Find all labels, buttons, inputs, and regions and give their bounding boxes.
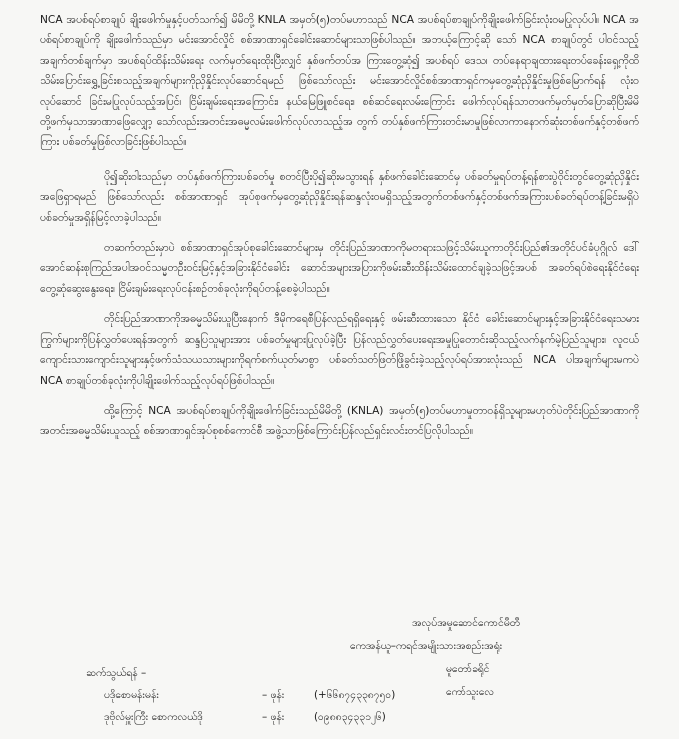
contact-name: ပဒိုစောမန်းမန်း [104, 689, 160, 701]
paragraph-5: ထို့ကြောင့် NCA အပစ်ရပ်စာချုပ်ကိုချိုးဖေါက်ခြင်းသည်မိမိတို့ (KNLA) အမှတ်(၅)တပ်မဟာမှုတာဝန်ရှိသူများမဟုတ်ပဲတိုင်းပြည်အာဏာကို အတင်းအဓမ္မသိမ်းယူသည့် စစ်အာဏာရှင်အုပ်စုစစ်ကောင်စီ အဖွဲ့သာဖြစ်ကြောင်းပြန်လည်ရှင်းလင်းတင်ပြလိုပါသည်။ [40, 404, 639, 438]
signature-location: ကော်သူးလေ [446, 686, 495, 698]
contact-row [86, 706, 486, 728]
paragraph-3: တဆက်တည်းမှာပဲ စစ်အာဏာရှင်အုပ်စုခေါင်းဆောင်များမှ တိုင်းပြည်အာဏာကိုမတရားသဖြင့်သိမ်းယူကာတိုင်းပြည်၏အတိုင်ပင်ခံပုဂ္ဂိုလ် ဒေါ်အောင်ဆန်းစုကြည်အပါအဝင်သမ္မတဦးဝင်းမြင့်နှင့်အခြားနိုင်ငံခေါင်း ဆောင်အများအပြားကိုဖမ်းဆီးထိန်းသိမ်းထောင်ချခဲ့သဖြင့်အပစ် အခတ်ရပ်စဲရေးနိုင်ငံရေးတွေ့ဆုံဆွေးနွေးရေး၊ ငြိမ်းချမ်းရေးလုပ်ငန်းစဉ်တစ်ခုလုံးကိုရပ်တန့်စေခဲ့ပါသည်။ [40, 242, 639, 295]
contact-block [86, 662, 486, 728]
signature-committee: အလုပ်အမှုဆောင်ကောင်မီတီ [412, 617, 520, 629]
paragraph-4: တိုင်းပြည်အာဏာကိုအဓမ္မသိမ်းယူပြီးနောက် ဒီမိုကရေစီပြန်လည်ရရှိရေးနှင့် ဖမ်းဆီးထားသော နိုင်ငံ ခေါင်းဆောင်များနှင့်အခြားနိုင်ငံရေးသမားကြွက်များကိုပြန်လွှတ်ပေးရန်အတွက် ဆန္ဒပြသူများအား ပစ်ခတ်မှုများပြုလုပ်ခဲ့ပြီး ပြန်လည်လွှတ်ပေးရေးအမှုပြုတောင်းဆိုသည့်လက်နက်မဲ့ပြည်သူများ၊ လူငယ်ကျောင်းသားကျောင်းသူများနှင့်ဖက်သံသယသားများကိုရက်စက်ယုတ်မာစွာ ပစ်ခတ်သတ်ဖြတ်ဖြိုခွင်းခဲ့သည့်လုပ်ရပ်အားလုံးသည် NCA ပါအချက်များမကပဲ NCA စာချုပ်တစ်ခုလုံးကိုပါချိုးဖေါက်သည့်လုပ်ရပ်ဖြစ်ပါသည်။ [40, 313, 639, 387]
contact-name: ဒုဗိုလ်မှူးကြီး စောကလယ်ဒို [104, 711, 203, 723]
paragraph-1: NCA အပစ်ရပ်စာချုပ် ချိုးဖေါက်မှုနှင့်ပတ်သက်၍ မိမိတို့ KNLA အမှတ်(၅)တပ်မဟာသည် NCA အပစ်ရပ်စာချုပ်ကိုချိုးဖေါက်ခြင်းလုံးဝမပြုလုပ်ပါ။ NCA အပစ်ရပ်စာချုပ်ကို ချိုးဖေါက်သည်မှာ မင်းအောင်လှိုင် စစ်အာဏာရှင်ခေါင်းဆောင်များသာဖြစ်ပါသည်။ အဘယ့်ကြောင့်ဆို သော် NCA စာချုပ်တွင် ပါဝင်သည့် အချက်တစ်ချက်မှာ အပစ်ရပ်ထိန်းသိမ်းရေး လက်မှတ်ရေးထိုးပြီးလျှင် နှစ်ဖက်တပ်အ ကြားတွေ့ဆုံ၍ အပစ်ရပ် ဒေသ၊ တပ်နေရာချထားရေးတပ်ခေန်းရှေ့ကိုထိသိမ်းပြောင်းရွှေ့ခြင်းစသည့်အချက်များကိုညှိနှိုင်းလုပ်ဆောင်ရမည် ဖြစ်သော်လည်း မင်းအောင်လှိုင်စစ်အာဏာရှင်ကမှတွေ့ဆုံညှိနှိုင်းမှုဖြစ်မြောက်ရန် လုံးဝလုပ်ဆောင် ခြင်းမပြုလုပ်သည့်အပြင်၊ ငြိမ်းချမ်းရေးအကြောင်း၊ နယ်မြေဖြူစင်ရေး၊ စစ်ဆင်ရေးလမ်းကြောင်း ဖေါက်လုပ်ရန်သာတဖက်မှတ်မှတ်ပြောဆိုပြီးမိမိတို့ဖက်မှသာအာဏာဖြေလျှော့ သော်လည်းအတင်းအဓမ္မလမ်းဖေါက်လုပ်လာသည့်အ တွက် တပ်နှစ်ဖက်ကြားတင်းမာမှုဖြစ်လာကာနောက်ဆုံးတစ်ဖက်နှင့်တစ်ဖက်ကြား ပစ်ခတ်မှုဖြစ်လာခြင်းဖြစ်ပါသည်။ [40, 14, 639, 149]
phone-number: (+၆၆၈၇၄၃၃၈၇၅၀) [314, 689, 396, 701]
paragraph-2: ပို၍ဆိုးဝါးသည်မှာ တပ်နှစ်ဖက်ကြားပစ်ခတ်မှု စတင်ပြီးပို၍ဆိုးမသွားရန် နှစ်ဖက်ခေါင်းဆောင်မှ ပစ်ခတ်မှုရပ်တန့်ရန်စားပွဲဝိုင်းတွင်တွေ့ဆုံညှိနှိုင်း အဖြေရှာရမည် ဖြစ်သော်လည်း စစ်အာဏာရှင် အုပ်စုဖက်မှတွေ့ဆုံညှိနှိုင်းရန်ဆန္ဒလုံးဝမရှိသည့်အတွက်တစ်ဖက်နှင့်တစ်ဖက်အကြားပစ်ခတ်ရပ်တန့်ခြင်းမရှိပဲ ပစ်ခတ်မှုအရှိန်မြင့်လာခဲ့ပါသည်။ [40, 170, 639, 224]
phone-label: – ဖုန်း [262, 711, 285, 723]
signature-organization: ကေအန်ယူ–ကရင်အမျိုးသားအစည်းအရုံး [350, 640, 503, 652]
contact-row [86, 684, 486, 706]
phone-number: (၀၉၈၈၃၄၃၃၁၂၆) [314, 711, 386, 723]
phone-label: – ဖုန်း [262, 689, 285, 701]
signature-district: မူတော်ခရိုင် [446, 663, 490, 675]
contact-heading: ဆက်သွယ်ရန် – [86, 667, 147, 679]
